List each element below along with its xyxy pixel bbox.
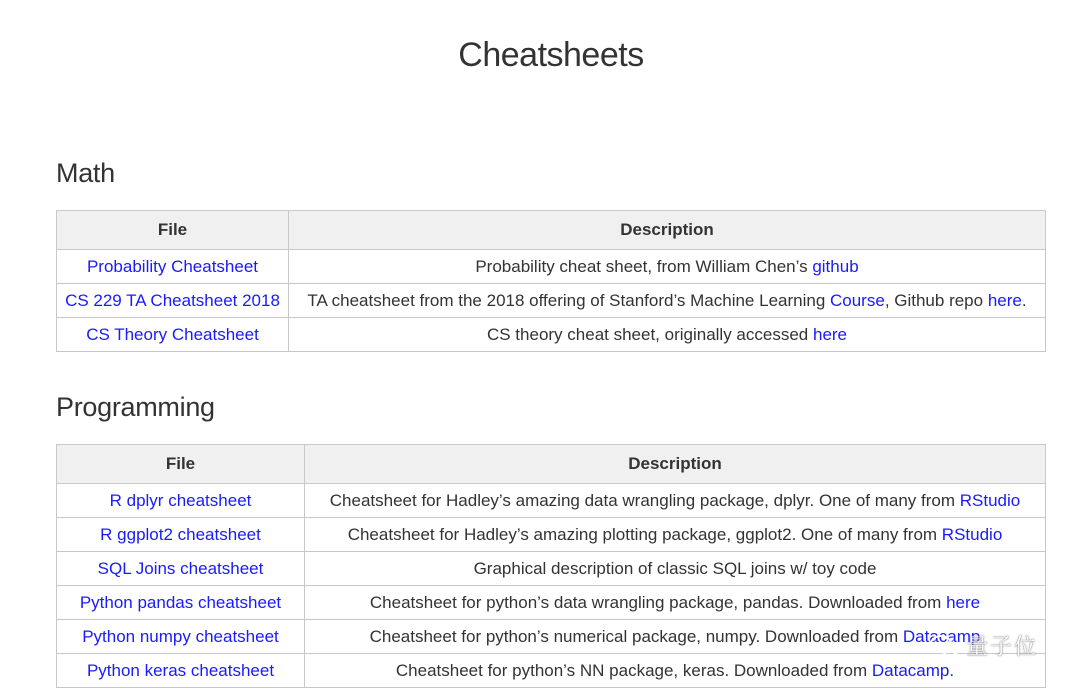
table-header-row bbox=[57, 211, 1046, 250]
table-row bbox=[57, 620, 1046, 654]
table-row bbox=[57, 318, 1046, 352]
file-link[interactable]: R dplyr cheatsheet bbox=[109, 490, 252, 510]
datacamp-link[interactable]: Datacamp bbox=[871, 660, 950, 680]
file-link[interactable]: Python keras cheatsheet bbox=[86, 660, 275, 680]
description-cell: Cheatsheet for python’s NN package, keras. Downloaded from Datacamp. bbox=[305, 654, 1046, 688]
watermark-text: 量子位 bbox=[966, 634, 1039, 659]
file-link[interactable]: CS Theory Cheatsheet bbox=[86, 324, 259, 344]
course-link[interactable]: Course bbox=[830, 290, 885, 310]
description-cell: Cheatsheet for Hadley’s amazing data wrangling package, dplyr. One of many from RStudio bbox=[305, 484, 1046, 518]
page-title: Cheatsheets bbox=[458, 36, 644, 74]
description-cell: Graphical description of classic SQL joins w/ toy code bbox=[305, 552, 1046, 586]
github-link[interactable]: github bbox=[812, 256, 859, 276]
file-link[interactable]: CS 229 TA Cheatsheet 2018 bbox=[65, 290, 280, 310]
file-link[interactable]: Python numpy cheatsheet bbox=[82, 626, 279, 646]
table-row bbox=[57, 250, 1046, 284]
description-column-header: Description bbox=[289, 211, 1046, 250]
datacamp-link[interactable]: Datacamp bbox=[902, 626, 981, 646]
description-cell: Probability cheat sheet, from William Chen’s github bbox=[289, 250, 1046, 284]
file-link[interactable]: R ggplot2 cheatsheet bbox=[100, 524, 261, 544]
table-row bbox=[57, 284, 1046, 318]
file-column-header: File bbox=[57, 445, 305, 484]
description-column-header: Description bbox=[305, 445, 1046, 484]
source-link[interactable]: here bbox=[812, 324, 848, 344]
table-row bbox=[57, 586, 1046, 620]
programming-heading: Programming bbox=[56, 392, 215, 422]
description-cell: Cheatsheet for python’s data wrangling package, pandas. Downloaded from here bbox=[305, 586, 1046, 620]
math-table bbox=[56, 210, 1046, 352]
description-cell: Cheatsheet for python’s numerical package, numpy. Downloaded from Datacamp bbox=[305, 620, 1046, 654]
file-link[interactable]: SQL Joins cheatsheet bbox=[97, 558, 264, 578]
source-link[interactable]: here bbox=[946, 592, 981, 612]
rstudio-link[interactable]: RStudio bbox=[941, 524, 1003, 544]
table-row bbox=[57, 518, 1046, 552]
file-link[interactable]: Python pandas cheatsheet bbox=[79, 592, 282, 612]
programming-table bbox=[56, 444, 1046, 688]
description-cell: TA cheatsheet from the 2018 offering of Stanford’s Machine Learning Course, Github repo here. bbox=[289, 284, 1046, 318]
file-link[interactable]: Probability Cheatsheet bbox=[86, 256, 259, 276]
watermark bbox=[930, 630, 1038, 661]
rstudio-link[interactable]: RStudio bbox=[959, 490, 1021, 510]
table-row bbox=[57, 552, 1046, 586]
table-row bbox=[57, 484, 1046, 518]
github-repo-link[interactable]: here bbox=[987, 290, 1022, 310]
file-column-header: File bbox=[57, 211, 289, 250]
math-heading: Math bbox=[56, 158, 115, 188]
description-cell: Cheatsheet for Hadley’s amazing plotting package, ggplot2. One of many from RStudio bbox=[305, 518, 1046, 552]
table-header-row bbox=[57, 445, 1046, 484]
wechat-icon bbox=[930, 634, 960, 658]
description-cell: CS theory cheat sheet, originally accessed here bbox=[289, 318, 1046, 352]
table-row bbox=[57, 654, 1046, 688]
